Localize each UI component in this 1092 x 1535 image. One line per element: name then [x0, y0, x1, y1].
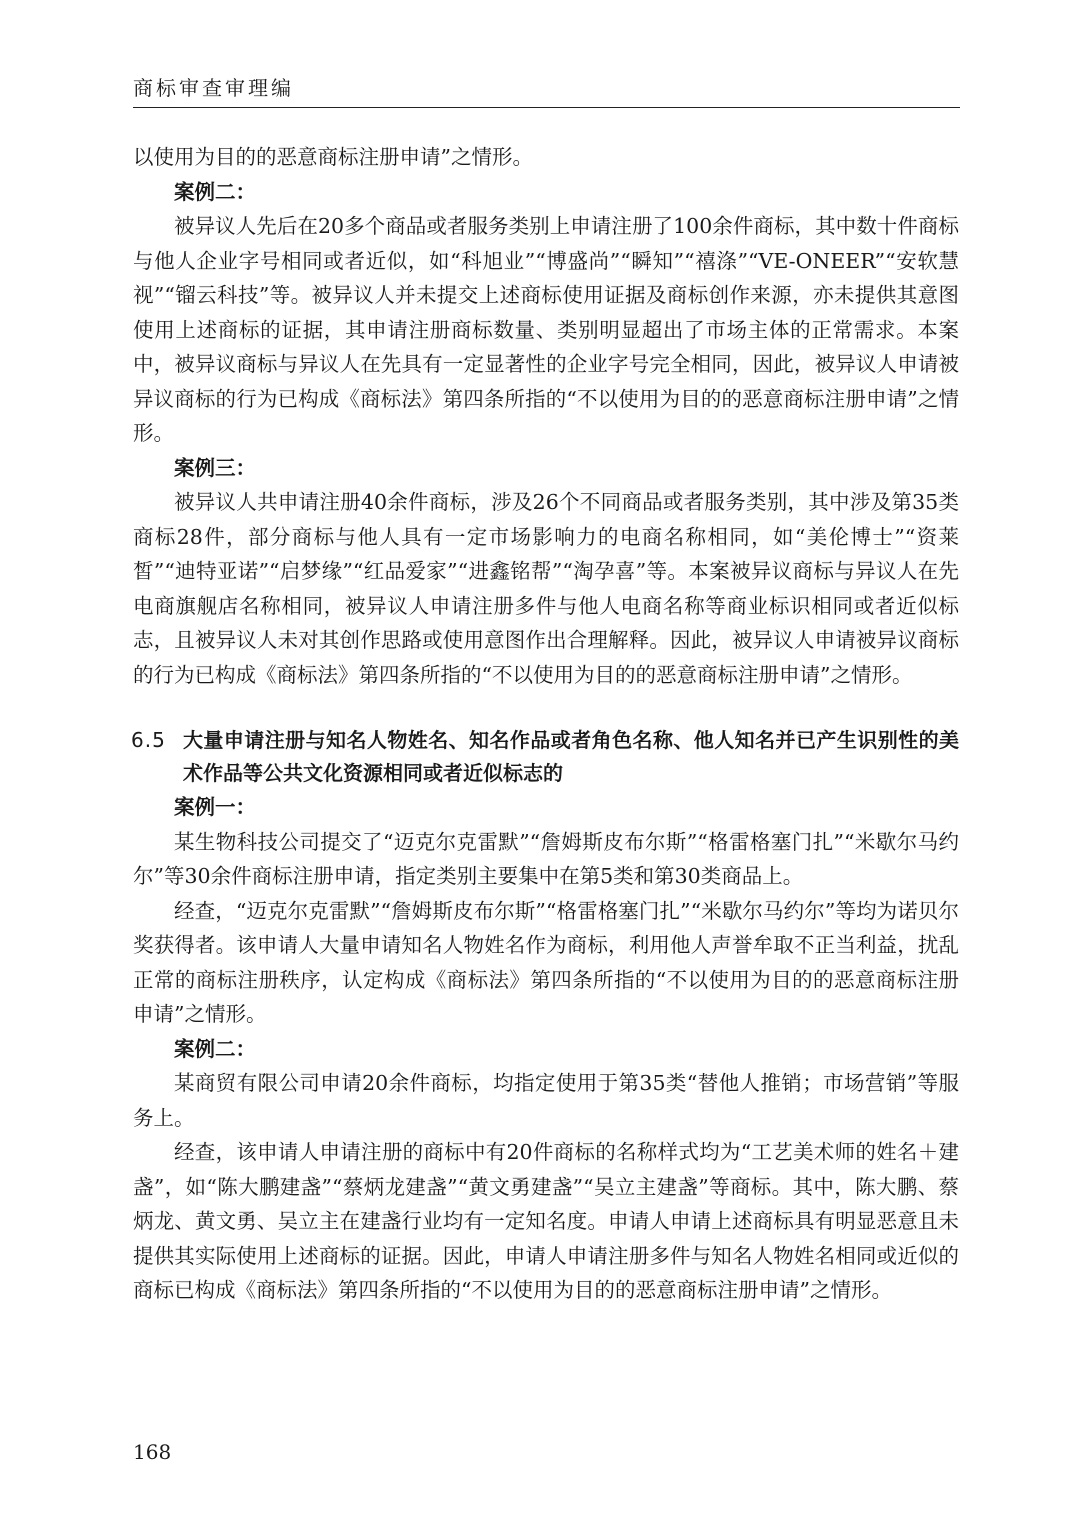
body-text — [133, 140, 959, 1308]
section-title: 大量申请注册与知名人物姓名、知名作品或者角色名称、他人知名并已产生识别性的美术作品等公共文化资源相同或者近似标志的 — [183, 728, 959, 785]
section-case-2-paragraph-1: 某商贸有限公司申请20余件商标，均指定使用于第35类“替他人推销；市场营销”等服务上。 — [133, 1071, 959, 1130]
case-3-paragraph: 被异议人共申请注册40余件商标，涉及26个不同商品或者服务类别，其中涉及第35类商标28件，部分商标与他人具有一定市场影响力的电商名称相同，如“美伦博士”“资莱皙”“迪特亚诺”“启梦缘”“红品爱家”“进鑫铭帮”“淘孕喜”等。本案被异议商标与异议人在先电商旗舰店名称相同，被异议人申请注册多件与他人电商名称等商业标识相同或者近似标志，且被异议人未对其创作思路或使用意图作出合理解释。因此，被异议人申请被异议商标的行为已构成《商标法》第四条所指的“不以使用为目的的恶意商标注册申请”之情形。 — [133, 490, 959, 687]
case-label-3: 案例三： — [174, 455, 256, 480]
page-number: 168 — [133, 1440, 172, 1464]
paragraph-continuation: 以使用为目的的恶意商标注册申请”之情形。 — [133, 145, 533, 169]
running-header: 商标审查审理编 — [133, 76, 294, 100]
header-rule — [133, 107, 960, 108]
section-case-label-2: 案例二： — [174, 1036, 256, 1061]
section-case-1-paragraph-1: 某生物科技公司提交了“迈克尔克雷默”“詹姆斯皮布尔斯”“格雷格塞门扎”“米歇尔马约尔”等30余件商标注册申请，指定类别主要集中在第5类和第30类商品上。 — [133, 829, 959, 888]
case-2-paragraph: 被异议人先后在20多个商品或者服务类别上申请注册了100余件商标，其中数十件商标与他人企业字号相同或者近似，如“科旭业”“博盛尚”“瞬知”“禧涤”“VE-ONEER”“安软慧视”“镏云科技”等。被异议人并未提交上述商标使用证据及商标创作来源，亦未提供其意图使用上述商标的证据，其申请注册商标数量、类别明显超出了市场主体的正常需求。本案中，被异议商标与异议人在先具有一定显著性的企业字号完全相同，因此，被异议人申请被异议商标的行为已构成《商标法》第四条所指的“不以使用为目的的恶意商标注册申请”之情形。 — [133, 214, 959, 445]
section-number: 6.5 — [131, 728, 166, 752]
section-case-label-1: 案例一： — [174, 795, 256, 819]
case-label-2: 案例二： — [174, 179, 256, 204]
section-heading — [133, 724, 959, 790]
section-case-2-paragraph-2: 经查，该申请人申请注册的商标中有20件商标的名称样式均为“工艺美术师的姓名＋建盏”，如“陈大鹏建盏”“蔡炳龙建盏”“黄文勇建盏”“吴立主建盏”等商标。其中，陈大鹏、蔡炳龙、黄文勇、吴立主在建盏行业均有一定知名度。申请人申请上述商标具有明显恶意且未提供其实际使用上述商标的证据。因此，申请人申请注册多件与知名人物姓名相同或近似的商标已构成《商标法》第四条所指的“不以使用为目的的恶意商标注册申请”之情形。 — [133, 1140, 959, 1302]
section-case-1-paragraph-2: 经查，“迈克尔克雷默”“詹姆斯皮布尔斯”“格雷格塞门扎”“米歇尔马约尔”等均为诺贝尔奖获得者。该申请人大量申请知名人物姓名作为商标，利用他人声誉牟取不正当利益，扰乱正常的商标注册秩序，认定构成《商标法》第四条所指的“不以使用为目的的恶意商标注册申请”之情形。 — [133, 898, 959, 1026]
